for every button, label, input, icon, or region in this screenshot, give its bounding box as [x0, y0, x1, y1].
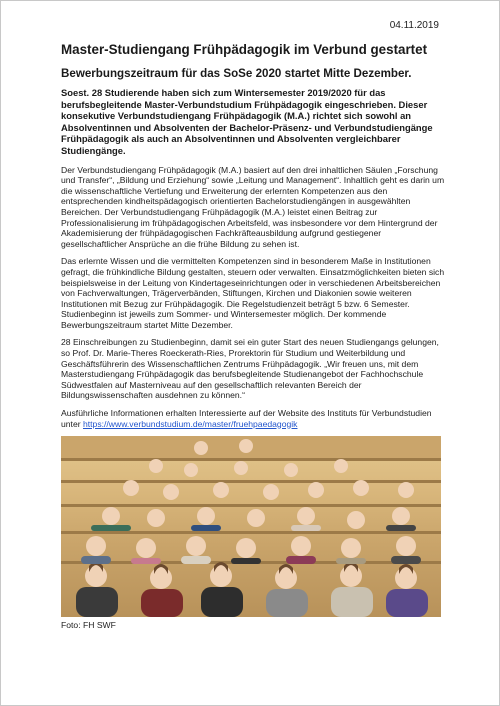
- article-title: Master-Studiengang Frühpädagogik im Verbund gestartet: [61, 42, 428, 57]
- paragraph-2: Das erlernte Wissen und die vermittelten Kompetenzen sind in besonderem Maße in Institutionen gefragt, die frühkindliche Bildung gestalten, steuern oder verwalten. Einsatzmöglichkeiten bieten sich beispielsweise in der Leitung von Kindertageseinrichtungen oder in verschiedenen Arbeitsbereichen von Fachverwaltungen, Trägerverbänden, Stiftungen, Kirchen und Diakonien sowie weiteren Institutionen mit Bezug zur Frühpädagogik. Die Regelstudienzeit beträgt 5 bzw. 6 Semester. Studienbeginn ist jeweils zum Sommer- und Wintersemester möglich. Der kommende Bewerbungszeitraum startet Mitte Dezember.: [61, 256, 445, 330]
- paragraph-4-text: Ausführliche Informationen erhalten Interessierte auf der Website des Instituts für Verbundstudien unter: [61, 408, 432, 429]
- website-link[interactable]: https://www.verbundstudium.de/master/fruehpaedagogik: [82, 418, 298, 429]
- group-photo-illustration: [61, 436, 441, 617]
- paragraph-4: [61, 408, 446, 429]
- article-body: [61, 41, 446, 630]
- paragraph-1: Der Verbundstudiengang Frühpädagogik (M.A.) basiert auf den drei inhaltlichen Säulen „Forschung und Transfer“, „Bildung und Erziehung“ sowie „Leitung und Management“. Inhaltlich geht es darin um die wissenschaftliche Vertiefung und Erweiterung der erlernten Kompetenzen aus den entsprechenden kindheitspädagogisch orientierten Bachelorstudiengängen in ausgewählten Bereichen. Der Verbundstudiengang Frühpädagogik (M.A.) leistet einen Beitrag zur Professionalisierung im frühpädagogischen Arbeitsfeld, was insbesondere vor dem Hintergrund der Akademisierung der frühpädagogischen Fachkräfteausbildung aufgrund gestiegener gesellschaftlicher Ansprüche an die frühe Bildung zu sehen ist.: [61, 164, 445, 249]
- article-subtitle: Bewerbungszeitraum für das SoSe 2020 startet Mitte Dezember.: [61, 67, 412, 80]
- document-date: 04.11.2019: [389, 20, 439, 31]
- article-lead: Soest. 28 Studierende haben sich zum Wintersemester 2019/2020 für das berufsbegleitende Master-Verbundstudium Frühpädagogik eingeschrieben. Dieser konsekutive Verbundstudiengang Frühpädagogik (M.A.) richtet sich sowohl an Absolventinnen und Absolventen der Bachelor-Präsenz- und Verbundstudiengänge Frühpädagogik als auch an Absolventinnen und Absolventen vergleichbarer Studiengänge.: [61, 87, 433, 156]
- group-photo: [61, 436, 441, 617]
- photo-caption: Foto: FH SWF: [61, 620, 116, 631]
- paragraph-3: 28 Einschreibungen zu Studienbeginn, damit sei ein guter Start des neuen Studiengangs gelungen, so Prof. Dr. Marie-Theres Roeckerath-Ries, Prorektorin für Studium und Weiterbildung und Geschäftsführerin des Wissenschaftlichen Zentrums Frühpädagogik. „Wir freuen uns, mit dem Masterstudiengang Frühpädagogik das berufsbegleitende Studienangebot der Fachhochschule Südwestfalen auf Masterniveau auf den gesellschaftlich relevanten Bereich der Bildungswissenschaften ausdehnen zu können.“: [61, 337, 439, 401]
